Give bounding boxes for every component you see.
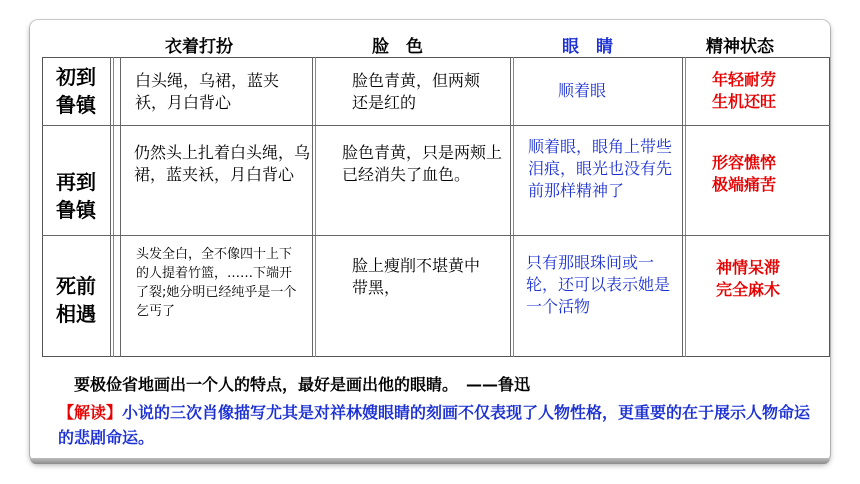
row-label-second-arrival: 再到鲁镇 [56,170,96,222]
row2-spirit: 形容憔悴极端痛苦 [712,153,777,194]
header-eyes: 眼 睛 [562,37,613,57]
row3-face: 脸上瘦削不堪黄中带黑， [352,256,481,297]
column-divider [120,57,121,357]
row3-eyes: 只有那眼珠间或一轮，还可以表示她是一个活物 [526,253,671,316]
row-label-before-death: 死前相遇 [56,274,96,326]
header-clothing: 衣着打扮 [165,37,233,57]
column-divider [312,57,313,357]
row2-clothing: 仍然头上扎着白头绳，乌裙，蓝夹袄，月白背心 [134,143,311,184]
column-divider [682,57,683,357]
interpretation-text: 小说的三次肖像描写尤其是对祥林嫂眼睛的刻画不仅表现了人物性格，更重要的在于展示人物命运的悲剧命运。 [58,403,811,447]
row3-spirit: 神情呆滞完全麻木 [716,258,781,299]
row3-clothing: 头发全白，全不像四十上下的人提着竹篮，……下端开了裂;她分明已经纯乎是一个乞丐了 [136,247,297,319]
lu-xun-quote: 要极俭省地画出一个人的特点，最好是画出他的眼睛。 ——鲁迅 [74,375,531,394]
row1-eyes: 顺着眼 [558,81,607,100]
row-divider [42,125,830,126]
row2-eyes: 顺着眼，眼角上带些泪痕，眼光也没有先前那样精神了 [528,137,673,200]
row2-face: 脸色青黄，只是两颊上已经消失了血色。 [342,143,503,184]
header-spirit: 精神状态 [706,37,774,57]
row1-clothing: 白头绳，乌裙，蓝夹袄，月白背心 [135,71,280,112]
interpretation-tag: 【解读】 [58,403,123,422]
column-divider [110,57,111,357]
row-divider [42,235,830,236]
slide-bottom-bar [30,458,830,464]
row1-spirit: 年轻耐劳生机还旺 [712,70,777,111]
column-divider [510,57,511,357]
header-face: 脸 色 [372,37,423,57]
row1-face: 脸色青黄，但两颊还是红的 [352,71,481,112]
row-label-first-arrival: 初到鲁镇 [56,65,96,117]
interpretation-note [58,400,818,450]
